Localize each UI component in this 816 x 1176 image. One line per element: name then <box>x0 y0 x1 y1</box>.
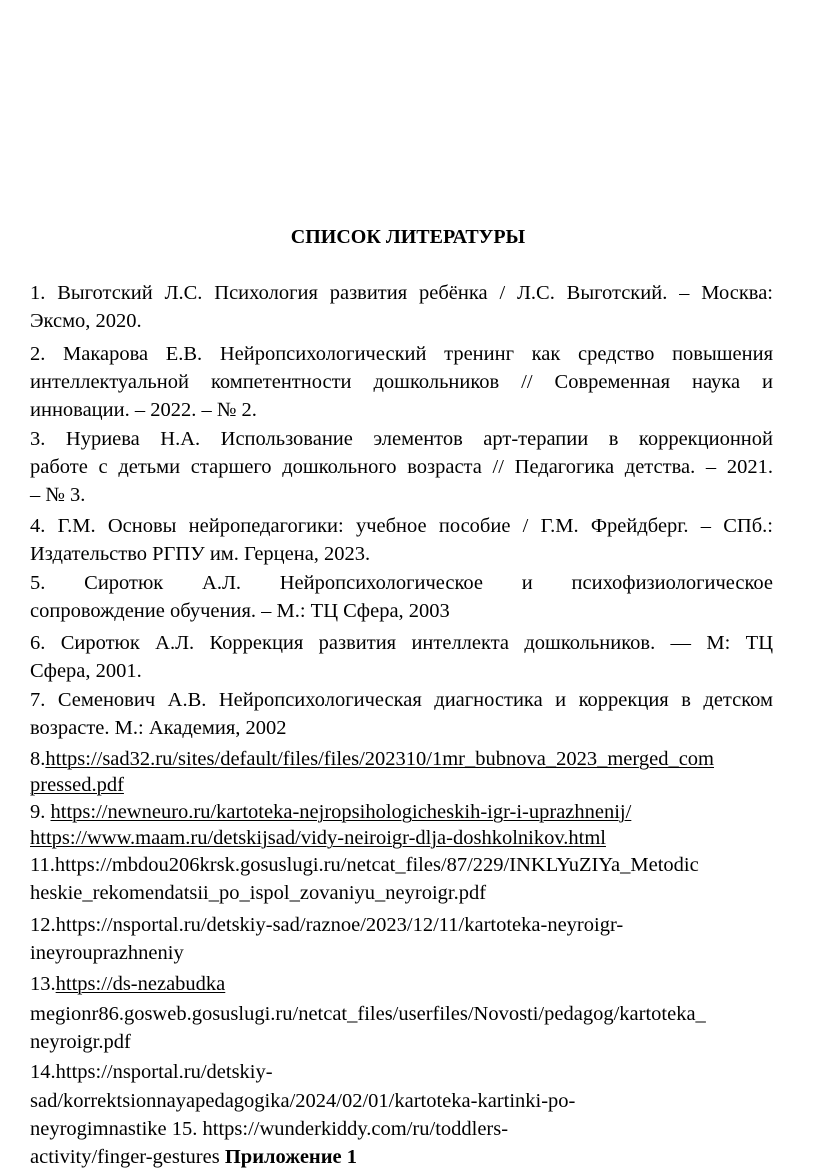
ref-14-line-1: 14.https://nsportal.ru/detskiy- <box>30 1061 273 1083</box>
ref-6-line-1: 6. Сиротюк А.Л. Коррекция развития интеллекта дошкольников. — М: ТЦ <box>30 632 773 654</box>
ref-14-line-4-text: activity/finger-gestures <box>30 1146 225 1168</box>
ref-11-line-1: 11.https://mbdou206krsk.gosuslugi.ru/netcat_files/87/229/INKLYuZIYa_Metodic <box>30 854 699 876</box>
ref-8-line-2 <box>30 771 124 799</box>
ref-8-line-1 <box>30 745 714 773</box>
ref-9-link[interactable]: https://newneuro.ru/kartoteka-nejropsihologicheskih-igr-i-uprazhnenij/ <box>50 801 632 823</box>
ref-3-line-1: 3. Нуриева Н.А. Использование элементов арт-терапии в коррекционной <box>30 428 773 450</box>
ref-5-line-1: 5. Сиротюк А.Л. Нейропсихологическое и психофизиологическое <box>30 572 773 594</box>
ref-1-line-2: Эксмо, 2020. <box>30 310 142 332</box>
ref-9-number: 9. <box>30 801 51 823</box>
ref-13-line-2: megionr86.gosweb.gosuslugi.ru/netcat_files/userfiles/Novosti/pedagog/kartoteka_ <box>30 1003 706 1025</box>
ref-8-number: 8. <box>30 748 46 770</box>
page-title: СПИСОК ЛИТЕРАТУРЫ <box>290 226 526 248</box>
ref-13-line-3: neyroigr.pdf <box>30 1031 131 1053</box>
ref-4-line-1: 4. Г.М. Основы нейропедагогики: учебное пособие / Г.М. Фрейдберг. – СПб.: <box>30 515 773 537</box>
ref-2-line-2: интеллектуальной компетентности дошкольников // Современная наука и <box>30 371 773 393</box>
ref-8-link[interactable]: https://sad32.ru/sites/default/files/files/202310/1mr_bubnova_2023_merged_com <box>45 748 714 770</box>
ref-14-line-3: neyrogimnastike 15. https://wunderkiddy.com/ru/toddlers- <box>30 1118 509 1140</box>
ref-9-line <box>30 798 631 826</box>
ref-14-line-2: sad/korrektsionnayapedagogika/2024/02/01/kartoteka-kartinki-po- <box>30 1090 576 1112</box>
ref-14-line-4 <box>30 1143 357 1171</box>
ref-3-line-2: работе с детьми старшего дошкольного возраста // Педагогика детства. – 2021. <box>30 456 773 478</box>
ref-5-line-2: сопровождение обучения. – М.: ТЦ Сфера, 2003 <box>30 600 450 622</box>
ref-4-line-2: Издательство РГПУ им. Герцена, 2023. <box>30 543 371 565</box>
ref-10-line <box>30 824 606 852</box>
ref-7-line-2: возрасте. М.: Академия, 2002 <box>30 717 287 739</box>
ref-13-line-1 <box>30 970 225 998</box>
ref-12-line-1: 12.https://nsportal.ru/detskiy-sad/raznoe/2023/12/11/kartoteka-neyroigr- <box>30 914 624 936</box>
appendix-heading: Приложение 1 <box>224 1146 358 1168</box>
ref-1-line-1: 1. Выготский Л.С. Психология развития ребёнка / Л.С. Выготский. – Москва: <box>30 282 773 304</box>
ref-2-line-3: инновации. – 2022. – № 2. <box>30 399 257 421</box>
ref-2-line-1: 2. Макарова Е.В. Нейропсихологический тренинг как средство повышения <box>30 343 773 365</box>
ref-6-line-2: Сфера, 2001. <box>30 660 142 682</box>
ref-12-line-2: ineyrouprazhneniy <box>30 942 184 964</box>
ref-8-link-continued[interactable]: pressed.pdf <box>30 774 124 796</box>
ref-7-line-1: 7. Семенович А.В. Нейропсихологическая диагностика и коррекция в детском <box>30 689 773 711</box>
ref-13-number: 13. <box>30 973 56 995</box>
ref-10-link[interactable]: https://www.maam.ru/detskijsad/vidy-neiroigr-dlja-doshkolnikov.html <box>30 827 606 849</box>
ref-11-line-2: heskie_rekomendatsii_po_ispol_zovaniyu_neyroigr.pdf <box>30 882 487 904</box>
ref-13-link[interactable]: https://ds-nezabudka <box>55 973 226 995</box>
ref-3-line-3: – № 3. <box>30 484 86 506</box>
